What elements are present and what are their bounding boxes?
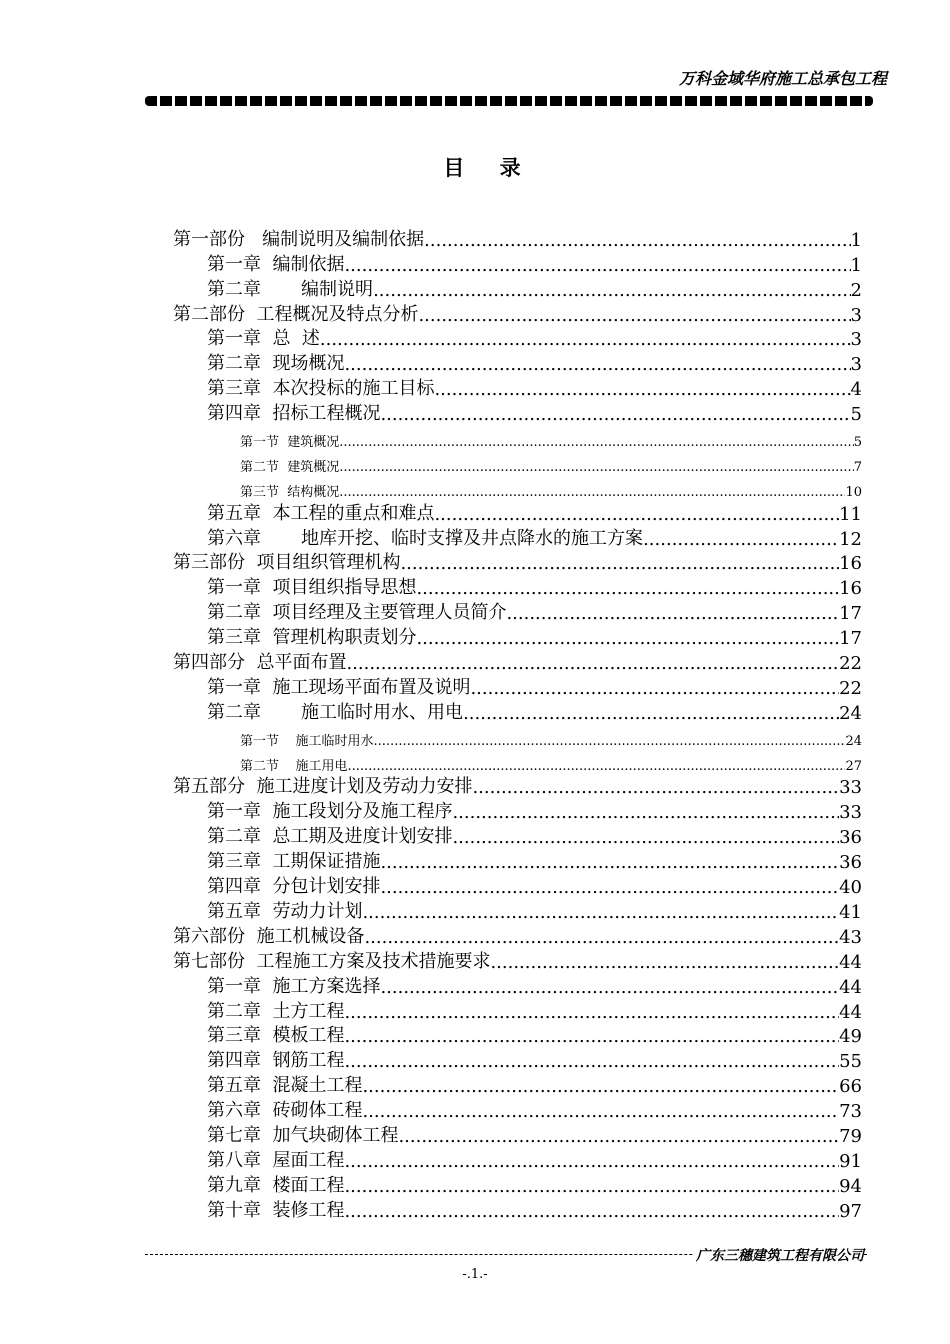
toc-entry[interactable] <box>173 475 862 500</box>
toc-entry[interactable] <box>173 923 862 948</box>
toc-entry[interactable] <box>173 375 862 400</box>
toc-entry[interactable] <box>173 873 862 898</box>
toc-leader-dots <box>344 1201 839 1222</box>
toc-entry-title: 第二章 土方工程 <box>207 1000 345 1022</box>
toc-entry[interactable] <box>173 724 862 749</box>
toc-entry[interactable] <box>173 699 862 724</box>
toc-leader-dots <box>339 460 853 475</box>
toc-leader-dots <box>416 628 839 649</box>
toc-entry-page: 10 <box>845 484 862 500</box>
toc-entry-title: 第四部分 总平面布置 <box>173 652 347 674</box>
toc-leader-dots <box>339 435 853 450</box>
toc-leader-dots <box>346 653 839 674</box>
toc-entry-title: 第三章 工期保证措施 <box>207 851 381 873</box>
toc-leader-dots <box>344 1151 839 1172</box>
toc-entry-title: 第二章 现场概况 <box>207 353 345 375</box>
toc-entry-title: 第一章 编制依据 <box>207 253 345 275</box>
toc-leader-dots <box>344 1051 839 1072</box>
toc-entry-title: 第五章 本工程的重点和难点 <box>207 502 435 524</box>
toc-entry-title: 第二节 施工用电 <box>240 758 348 774</box>
toc-entry-page: 55 <box>839 1051 862 1073</box>
toc-leader-dots <box>452 802 839 823</box>
toc-entry-page: 12 <box>839 528 862 550</box>
toc-entry[interactable] <box>173 599 862 624</box>
toc-entry-title: 第二部份 工程概况及特点分析 <box>173 303 419 325</box>
toc-entry[interactable] <box>173 948 862 973</box>
toc-entry-page: 11 <box>839 503 862 525</box>
document-title: 目 录 <box>443 156 535 180</box>
toc-leader-dots <box>380 404 850 425</box>
toc-entry-title: 第一节 建筑概况 <box>240 435 340 451</box>
toc-leader-dots <box>424 230 850 251</box>
toc-entry[interactable] <box>173 1023 862 1048</box>
toc-entry[interactable] <box>173 624 862 649</box>
toc-entry-title: 第一章 施工段划分及施工程序 <box>207 801 453 823</box>
table-of-contents <box>173 226 862 1222</box>
toc-entry-page: 66 <box>839 1076 862 1098</box>
toc-entry-page: 44 <box>839 1001 862 1023</box>
toc-entry-page: 7 <box>853 459 862 475</box>
toc-leader-dots <box>416 578 839 599</box>
toc-entry[interactable] <box>173 1072 862 1097</box>
toc-entry-page: 4 <box>850 379 862 401</box>
toc-leader-dots <box>348 759 846 774</box>
toc-entry-page: 73 <box>839 1101 862 1123</box>
page-number: -.1.- <box>462 1267 488 1282</box>
toc-entry-title: 第十章 装修工程 <box>207 1199 345 1221</box>
toc-entry-title: 第二章 总工期及进度计划安排 <box>207 826 453 848</box>
toc-entry-page: 22 <box>839 653 862 675</box>
toc-entry[interactable] <box>173 749 862 774</box>
toc-entry-page: 5 <box>850 404 862 426</box>
toc-entry[interactable] <box>173 823 862 848</box>
toc-entry-page: 17 <box>839 603 862 625</box>
toc-entry[interactable] <box>173 774 862 799</box>
toc-entry[interactable] <box>173 1147 862 1172</box>
toc-leader-dots <box>364 927 839 948</box>
toc-entry-page: 41 <box>839 901 862 923</box>
toc-entry[interactable] <box>173 326 862 351</box>
toc-leader-dots <box>380 852 839 873</box>
toc-entry-page: 40 <box>839 877 862 899</box>
toc-entry-page: 17 <box>839 628 862 650</box>
toc-entry-page: 33 <box>839 802 862 824</box>
toc-entry-title: 第八章 屋面工程 <box>207 1149 345 1171</box>
toc-entry-title: 第一节 施工临时用水 <box>240 733 374 749</box>
toc-entry-title: 第五章 混凝土工程 <box>207 1075 363 1097</box>
toc-entry-page: 24 <box>845 733 862 749</box>
toc-entry[interactable] <box>173 251 862 276</box>
toc-entry[interactable] <box>173 674 862 699</box>
toc-entry[interactable] <box>173 898 862 923</box>
toc-entry-title: 第三章 本次投标的施工目标 <box>207 378 435 400</box>
toc-entry[interactable] <box>173 500 862 525</box>
toc-leader-dots <box>398 1126 839 1147</box>
toc-entry-page: 1 <box>850 254 862 276</box>
toc-entry-page: 24 <box>839 702 862 724</box>
toc-leader-dots <box>362 902 839 923</box>
toc-entry-title: 第三章 管理机构职责划分 <box>207 627 417 649</box>
toc-entry-page: 43 <box>839 926 862 948</box>
toc-entry-title: 第三节 结构概况 <box>240 484 340 500</box>
toc-entry-title: 第一章 总 述 <box>207 328 320 350</box>
toc-entry-title: 第九章 楼面工程 <box>207 1174 345 1196</box>
toc-entry-page: 44 <box>839 976 862 998</box>
toc-entry-title: 第四章 招标工程概况 <box>207 403 381 425</box>
toc-leader-dots <box>418 305 850 326</box>
toc-leader-dots <box>362 1076 839 1097</box>
footer-company: 广东三穗建筑工程有限公司 <box>694 1245 864 1265</box>
toc-entry-page: 36 <box>839 852 862 874</box>
toc-entry-page: 97 <box>839 1200 862 1222</box>
toc-entry[interactable] <box>173 1097 862 1122</box>
toc-leader-dots <box>320 329 851 350</box>
header-divider <box>145 96 873 106</box>
toc-entry-title: 第四章 钢筋工程 <box>207 1050 345 1072</box>
toc-entry-page: 3 <box>850 329 862 351</box>
toc-entry-title: 第一章 施工方案选择 <box>207 975 381 997</box>
toc-leader-dots <box>452 827 839 848</box>
toc-entry[interactable] <box>173 848 862 873</box>
header-title: 万科金域华府施工总承包工程 <box>678 69 887 88</box>
toc-leader-dots <box>470 678 839 699</box>
toc-entry-page: 27 <box>845 758 862 774</box>
toc-entry-page: 79 <box>839 1125 862 1147</box>
toc-entry-page: 16 <box>839 553 862 575</box>
toc-entry-page: 1 <box>850 229 862 251</box>
toc-entry[interactable] <box>173 425 862 450</box>
toc-entry[interactable] <box>173 998 862 1023</box>
toc-leader-dots <box>339 485 845 500</box>
toc-entry-page: 2 <box>850 279 862 301</box>
toc-entry-title: 第六章 砖砌体工程 <box>207 1100 363 1122</box>
toc-leader-dots <box>374 734 846 749</box>
toc-entry-title: 第四章 分包计划安排 <box>207 876 381 898</box>
toc-leader-dots <box>472 777 839 798</box>
toc-leader-dots <box>373 280 850 301</box>
toc-entry-page: 5 <box>853 435 862 451</box>
toc-leader-dots <box>344 255 850 276</box>
toc-leader-dots <box>463 703 839 724</box>
toc-leader-dots <box>344 1176 839 1197</box>
toc-leader-dots <box>506 603 839 624</box>
toc-entry[interactable] <box>173 973 862 998</box>
toc-entry[interactable] <box>173 1122 862 1147</box>
toc-entry-title: 第三章 模板工程 <box>207 1025 345 1047</box>
toc-entry[interactable] <box>173 525 862 550</box>
toc-leader-dots <box>490 952 839 973</box>
toc-entry-title: 第二章 施工临时用水、用电 <box>207 701 464 723</box>
toc-entry-title: 第七部份 工程施工方案及技术措施要求 <box>173 950 491 972</box>
toc-entry-title: 第五部分 施工进度计划及劳动力安排 <box>173 776 473 798</box>
toc-entry-title: 第七章 加气块砌体工程 <box>207 1124 399 1146</box>
toc-entry-title: 第二章 编制说明 <box>207 278 374 300</box>
toc-leader-dots <box>643 529 839 550</box>
toc-entry[interactable] <box>173 798 862 823</box>
toc-leader-dots <box>344 1026 839 1047</box>
toc-entry-page: 22 <box>839 677 862 699</box>
toc-entry[interactable] <box>173 350 862 375</box>
toc-leader-dots <box>434 504 839 525</box>
toc-leader-dots <box>380 977 839 998</box>
toc-leader-dots <box>362 1101 839 1122</box>
toc-entry-page: 49 <box>839 1026 862 1048</box>
toc-entry[interactable] <box>173 301 862 326</box>
toc-leader-dots <box>344 354 850 375</box>
toc-entry[interactable] <box>173 276 862 301</box>
toc-leader-dots <box>400 553 839 574</box>
toc-entry-page: 44 <box>839 951 862 973</box>
toc-entry-page: 3 <box>850 304 862 326</box>
toc-entry-title: 第五章 劳动力计划 <box>207 900 363 922</box>
toc-entry-page: 33 <box>839 777 862 799</box>
toc-entry[interactable] <box>173 574 862 599</box>
toc-entry-page: 36 <box>839 827 862 849</box>
toc-leader-dots <box>380 877 839 898</box>
toc-entry[interactable] <box>173 1047 862 1072</box>
toc-entry-page: 3 <box>850 354 862 376</box>
toc-entry[interactable] <box>173 649 862 674</box>
toc-leader-dots <box>344 1002 839 1023</box>
toc-entry-title: 第二章 项目经理及主要管理人员简介 <box>207 602 507 624</box>
toc-entry[interactable] <box>173 450 862 475</box>
toc-entry[interactable] <box>173 1172 862 1197</box>
toc-entry-title: 第六章 地库开挖、临时支撑及井点降水的施工方案 <box>207 527 644 549</box>
toc-entry-title: 第一章 项目组织指导思想 <box>207 577 417 599</box>
toc-entry-page: 94 <box>839 1175 862 1197</box>
toc-leader-dots <box>434 379 850 400</box>
toc-entry[interactable] <box>173 226 862 251</box>
toc-entry[interactable] <box>173 1197 862 1222</box>
toc-entry-title: 第三部份 项目组织管理机构 <box>173 552 401 574</box>
toc-entry-page: 91 <box>839 1150 862 1172</box>
toc-entry-title: 第一部份 编制说明及编制依据 <box>173 228 425 250</box>
toc-entry-title: 第一章 施工现场平面布置及说明 <box>207 676 471 698</box>
toc-entry-page: 16 <box>839 578 862 600</box>
toc-entry[interactable] <box>173 550 862 575</box>
toc-entry-title: 第二节 建筑概况 <box>240 459 340 475</box>
toc-entry[interactable] <box>173 400 862 425</box>
toc-entry-title: 第六部份 施工机械设备 <box>173 925 365 947</box>
